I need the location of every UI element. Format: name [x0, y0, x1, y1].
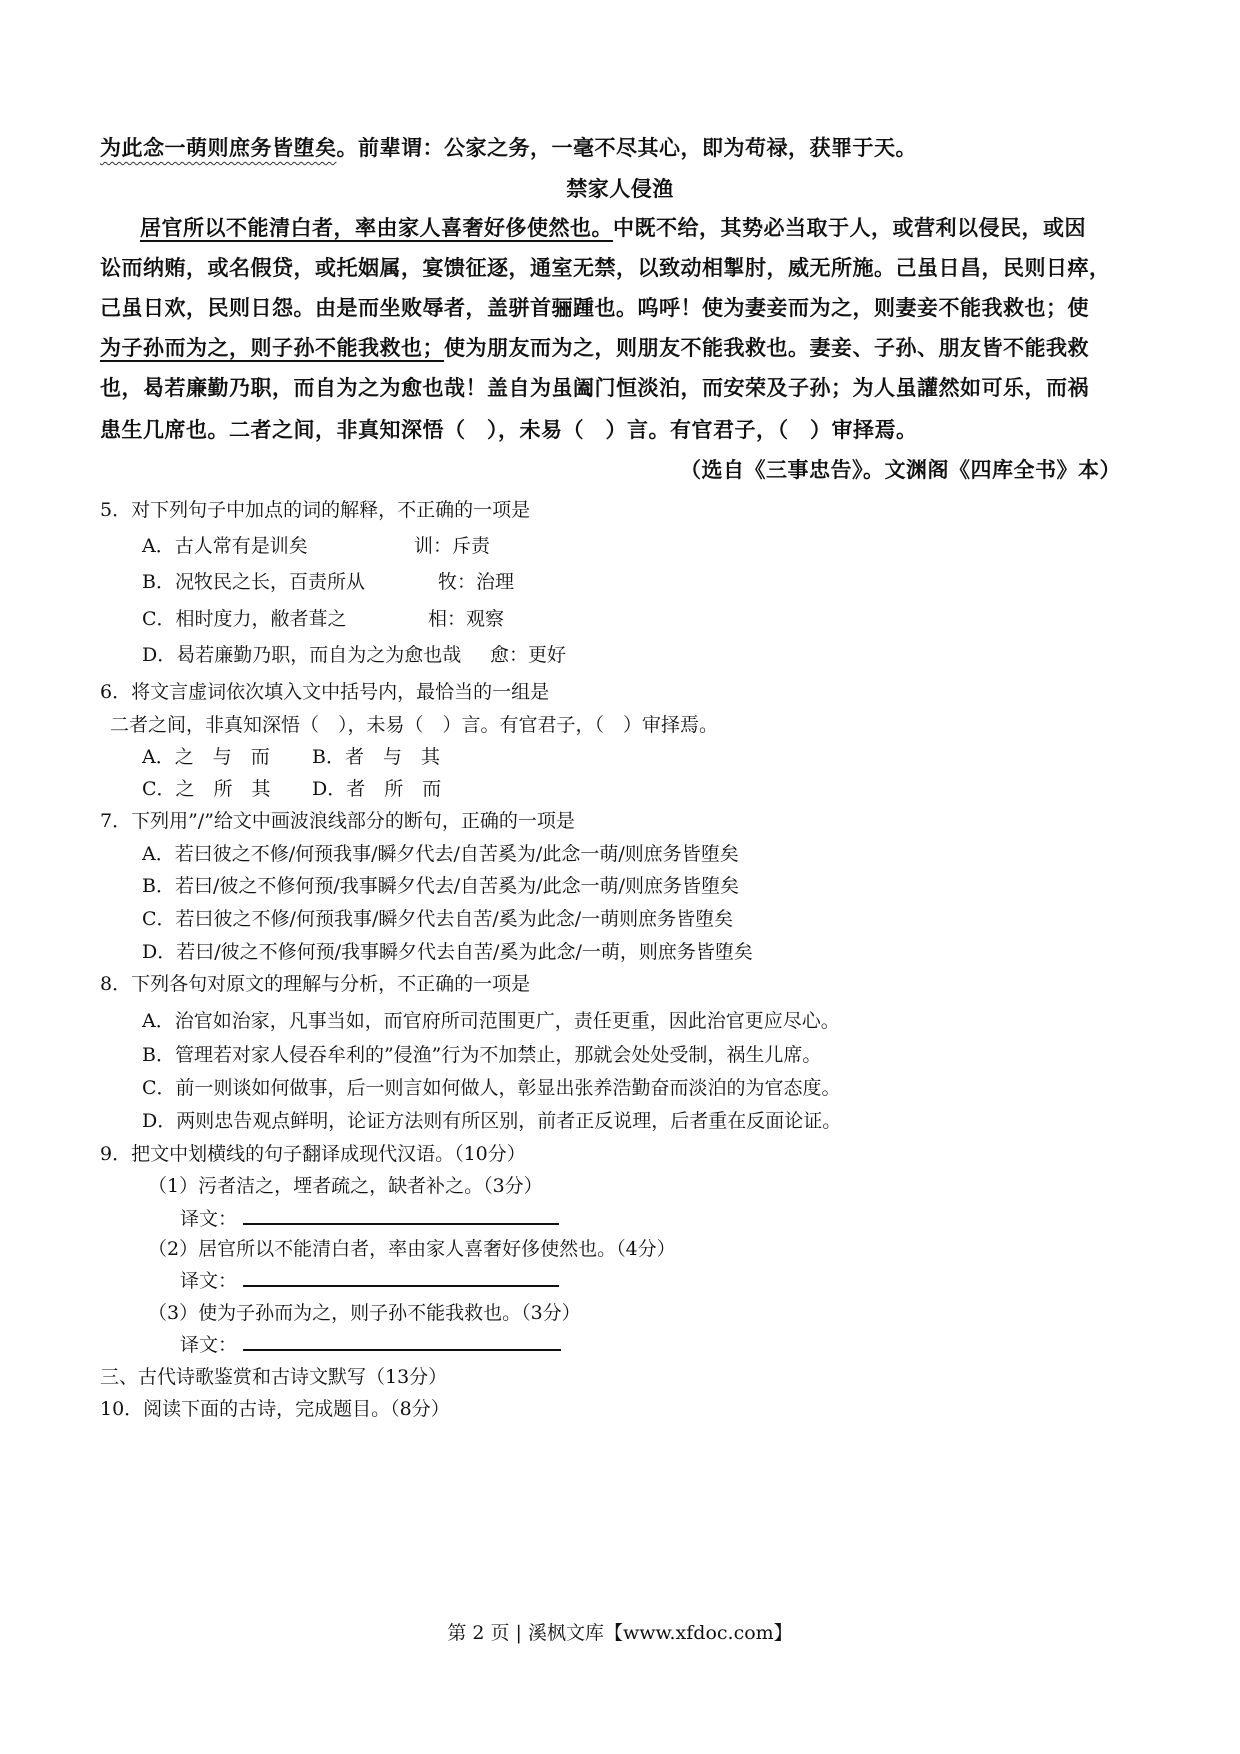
q7-option-d: D．若曰/彼之不修何预/我事瞬夕代去自苦/奚为此念/一萌，则庶务皆堕矣 — [142, 941, 753, 963]
passage-line-6: 也，曷若廉勤乃职，而自为之为愈也哉！盖自为虽阖门恒淡泊，而安荣及子孙；为人虽讙然如可乐，而祸 — [100, 376, 1089, 400]
q5-option-a: A．古人常有是训矣 — [142, 535, 308, 557]
passage-line-2 — [140, 212, 1086, 242]
section-title: 禁家人侵渔 — [566, 177, 674, 201]
answer-blank-2[interactable] — [243, 1267, 559, 1287]
q5-option-c-note: 相：观察 — [428, 608, 505, 630]
q5-option-d: D．曷若廉勤乃职，而自为之为愈也哉 — [142, 644, 462, 666]
passage-line-3: 讼而纳贿，或名假贷，或托姻属，宴馈征逐，通室无禁，以致动相掣肘，威无所施。己虽日昌，民则日瘁， — [100, 256, 1111, 280]
passage-line-5 — [100, 332, 1089, 362]
q7-option-a: A．若曰彼之不修/何预我事/瞬夕代去/自苦奚为/此念一萌/则庶务皆堕矣 — [142, 843, 739, 865]
passage-text: 使为朋友而为之，则朋友不能我救也。妻妾、子孙、朋友皆不能我救 — [444, 336, 1089, 360]
q5-option-d-note: 愈：更好 — [490, 644, 567, 666]
q6-option-d: D．者 所 而 — [312, 778, 442, 800]
q6-option-a: A．之 与 而 — [142, 746, 270, 768]
q8-stem: 8．下列各句对原文的理解与分析，不正确的一项是 — [100, 973, 531, 995]
q9-sentence-3: （3）使为子孙而为之，则子孙不能我救也。（3分） — [148, 1302, 581, 1324]
passage-line-7: 患生几席也。二者之间，非真知深悟（ ），未易（ ）言。有官君子，（ ）审择焉。 — [100, 418, 918, 442]
q9-answer-2 — [180, 1266, 559, 1293]
q6-option-b: B．者 与 其 — [312, 746, 440, 768]
passage-source: （选自《三事忠告》。文渊阁《四库全书》本） — [680, 458, 1121, 482]
q5-option-c: C．相时度力，敝者葺之 — [142, 608, 347, 630]
q5-stem: 5．对下列句子中加点的词的解释，不正确的一项是 — [100, 499, 531, 521]
underlined-sentence: 为子孙而为之，则子孙不能我救也； — [100, 336, 444, 360]
q5-option-a-note: 训：斥责 — [414, 535, 491, 557]
translation-label: 译文： — [180, 1270, 238, 1292]
q6-sentence: 二者之间，非真知深悟（ ），未易（ ）言。有官君子，（ ）审择焉。 — [110, 714, 719, 736]
page-footer: 第 2 页 | 溪枫文库【www.xfdoc.com】 — [447, 1622, 793, 1644]
passage-text: 。前辈谓：公家之务，一毫不尽其心，即为苟禄，获罪于天。 — [336, 136, 917, 160]
q9-stem: 9．把文中划横线的句子翻译成现代汉语。（10分） — [100, 1143, 526, 1165]
q7-option-b: B．若曰/彼之不修何预/我事瞬夕代去/自苦奚为/此念一萌/则庶务皆堕矣 — [142, 875, 739, 897]
q6-option-c: C．之 所 其 — [142, 778, 271, 800]
translation-label: 译文： — [180, 1334, 238, 1356]
q9-answer-3 — [180, 1330, 561, 1357]
section-3-heading: 三、古代诗歌鉴赏和古诗文默写（13分） — [100, 1366, 448, 1388]
q9-sentence-2: （2）居官所以不能清白者，率由家人喜奢好侈使然也。（4分） — [148, 1238, 676, 1260]
q10-stem: 10．阅读下面的古诗，完成题目。（8分） — [100, 1398, 450, 1420]
q8-option-b: B．管理若对家人侵吞牟利的”侵渔”行为不加禁止，那就会处处受制，祸生儿席。 — [142, 1044, 822, 1066]
q9-sentence-1: （1）污者洁之，堙者疏之，缺者补之。（3分） — [148, 1175, 543, 1197]
q8-option-a: A．治官如治家，凡事当如，而官府所司范围更广，责任更重，因此治官更应尽心。 — [142, 1010, 840, 1032]
q7-option-c: C．若曰彼之不修/何预我事/瞬夕代去自苦/奚为此念/一萌则庶务皆堕矣 — [142, 908, 734, 930]
q6-stem: 6．将文言虚词依次填入文中括号内，最恰当的一组是 — [100, 681, 550, 703]
q5-option-b: B．况牧民之长，百责所从 — [142, 571, 365, 593]
passage-line-1 — [100, 132, 917, 162]
translation-label: 译文： — [180, 1208, 238, 1230]
underlined-sentence: 居官所以不能清白者，率由家人喜奢好侈使然也。 — [140, 216, 613, 240]
wavy-underlined-text: 为此念一萌则庶务皆堕矣 — [100, 136, 337, 160]
passage-text: 中既不给，其势必当取于人，或营利以侵民，或因 — [613, 216, 1086, 240]
answer-blank-3[interactable] — [243, 1331, 561, 1351]
q5-option-b-note: 牧：治理 — [438, 571, 515, 593]
q7-stem: 7．下列用”/”给文中画波浪线部分的断句，正确的一项是 — [100, 810, 575, 832]
q8-option-c: C．前一则谈如何做事，后一则言如何做人，彰显出张养浩勤奋而淡泊的为官态度。 — [142, 1077, 841, 1099]
answer-blank-1[interactable] — [243, 1205, 559, 1225]
passage-line-4: 己虽日欢，民则日怨。由是而坐败辱者，盖骈首骊踵也。呜呼！使为妻妾而为之，则妻妾不能我救也；使 — [100, 296, 1089, 320]
q9-answer-1 — [180, 1204, 559, 1231]
q8-option-d: D．两则忠告观点鲜明，论证方法则有所区别，前者正反说理，后者重在反面论证。 — [142, 1110, 842, 1132]
